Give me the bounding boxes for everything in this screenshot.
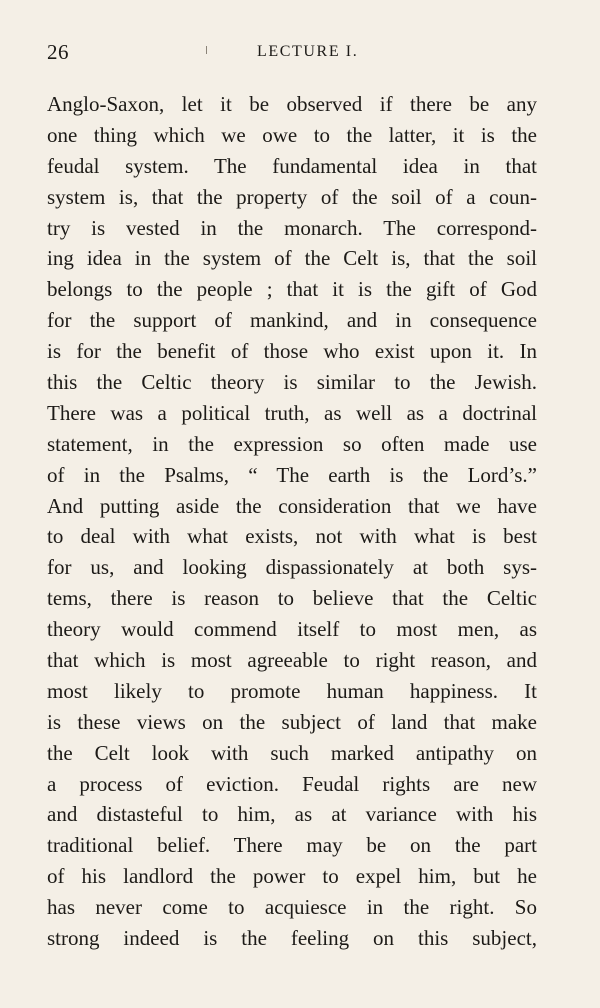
text-line: statement, in the expression so often made use: [47, 431, 537, 456]
text-line: to deal with what exists, not with what is best: [47, 524, 537, 549]
text-line: a process of eviction. Feudal rights are new: [47, 771, 537, 796]
text-line: And putting aside the consideration that we have: [47, 493, 537, 518]
text-line: for the support of mankind, and in consequence: [47, 308, 537, 333]
text-line: the Celt look with such marked antipathy on: [47, 740, 537, 765]
text-line: has never come to acquiesce in the right. So: [47, 895, 537, 920]
text-line: ing idea in the system of the Celt is, that the soil: [47, 246, 537, 271]
text-line: that which is most agreeable to right reason, and: [47, 648, 537, 673]
text-line: of in the Psalms, “ The earth is the Lord’s.”: [47, 462, 537, 487]
text-line: this the Celtic theory is similar to the Jewish.: [47, 370, 537, 395]
text-line: most likely to promote human happiness. It: [47, 678, 537, 703]
body-text: [47, 89, 537, 954]
text-line: is these views on the subject of land that make: [47, 709, 537, 734]
text-line: one thing which we owe to the latter, it is the: [47, 122, 537, 147]
text-line: try is vested in the monarch. The correspond-: [47, 215, 537, 240]
text-line: Anglo-Saxon, let it be observed if there be any: [47, 92, 537, 116]
page-number: 26: [47, 40, 69, 64]
text-line: system is, that the property of the soil of a coun-: [47, 184, 537, 209]
text-line: There was a political truth, as well as a doctrinal: [47, 400, 537, 425]
text-line: strong indeed is the feeling on this subject,: [47, 926, 537, 951]
text-line: for us, and looking dispassionately at both sys-: [47, 555, 537, 580]
text-line: is for the benefit of those who exist upon it. In: [47, 339, 537, 364]
text-line: traditional belief. There may be on the part: [47, 833, 537, 858]
text-line: of his landlord the power to expel him, but he: [47, 864, 537, 889]
text-line: tems, there is reason to believe that the Celtic: [47, 586, 537, 611]
text-line: theory would commend itself to most men, as: [47, 617, 537, 642]
print-mark: [206, 46, 207, 54]
running-head: LECTURE I.: [257, 43, 359, 60]
page-header: [47, 40, 537, 70]
text-line: and distasteful to him, as at variance with his: [47, 802, 537, 827]
text-line: feudal system. The fundamental idea in that: [47, 153, 537, 178]
text-line: belongs to the people ; that it is the gift of God: [47, 277, 537, 302]
